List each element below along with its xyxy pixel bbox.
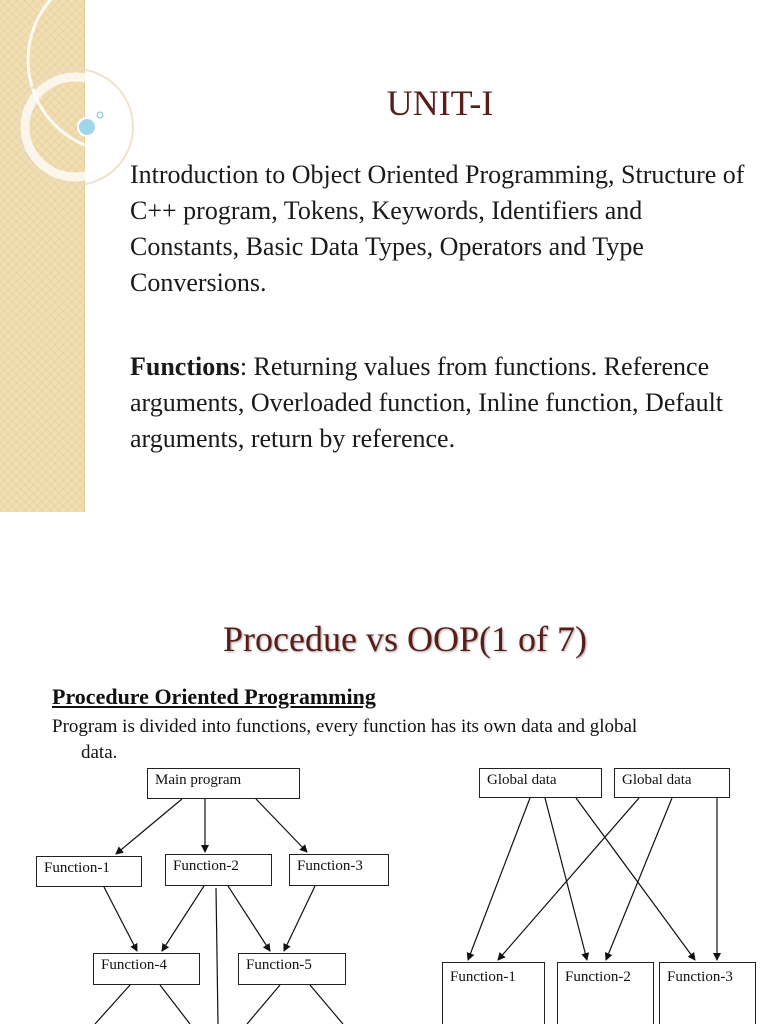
arrow-g2-to-f2 xyxy=(606,798,672,960)
arrow-f3-to-f5 xyxy=(284,886,315,951)
functions-label: Functions xyxy=(130,352,240,381)
description-line-2: data. xyxy=(81,742,118,763)
arrow-f1-to-f4 xyxy=(104,887,137,951)
function-5-box: Function-5 xyxy=(238,953,346,985)
main-program-box: Main program xyxy=(147,768,300,799)
arrow-g1-to-f1 xyxy=(468,798,530,960)
arrow-g1-to-f2 xyxy=(545,798,587,960)
arrow-f2-to-f5 xyxy=(228,886,270,951)
function-4-box: Function-4 xyxy=(93,953,200,985)
function-3-box: Function-3 xyxy=(289,854,389,886)
slide-procedure-vs-oop xyxy=(0,512,768,1024)
functions-paragraph xyxy=(130,349,750,457)
description-line-1: Program is divided into functions, every function has its own data and global xyxy=(52,716,638,737)
arrow-main-to-f3 xyxy=(256,799,307,852)
arrow-f2-to-f4 xyxy=(162,886,204,951)
section-description xyxy=(52,714,742,766)
arrow-g1-to-f3 xyxy=(576,798,695,960)
global-data-box-1: Global data xyxy=(479,768,602,798)
function-3-data-box: Function-3 xyxy=(659,962,756,1024)
arrow-g2-to-f1 xyxy=(498,798,639,960)
arrow-main-to-f1 xyxy=(116,799,182,854)
global-data-box-2: Global data xyxy=(614,768,730,798)
line-f5-down-right xyxy=(310,985,343,1024)
function-2-box: Function-2 xyxy=(165,854,272,886)
section-heading: Procedure Oriented Programming xyxy=(52,684,376,709)
page-title: UNIT-I xyxy=(386,83,494,123)
line-f5-down-left xyxy=(247,985,280,1024)
function-1-box: Function-1 xyxy=(36,856,142,887)
intro-paragraph: Introduction to Object Oriented Programming, Structure of C++ program, Tokens, Keywords, Identifiers and Constants, Basic Data Types, Operators and Type Conversions. xyxy=(130,160,745,297)
line-f2-down xyxy=(216,888,218,1024)
slide-title: Procedue vs OOP(1 of 7) xyxy=(223,619,587,659)
line-f4-down-left xyxy=(95,985,130,1024)
function-1-data-box: Function-1 xyxy=(442,962,545,1024)
line-f4-down-right xyxy=(160,985,190,1024)
functions-description: : Returning values from functions. Reference arguments, Overloaded function, Inline function, Default arguments, return by reference. xyxy=(130,352,724,453)
function-2-data-box: Function-2 xyxy=(557,962,654,1024)
